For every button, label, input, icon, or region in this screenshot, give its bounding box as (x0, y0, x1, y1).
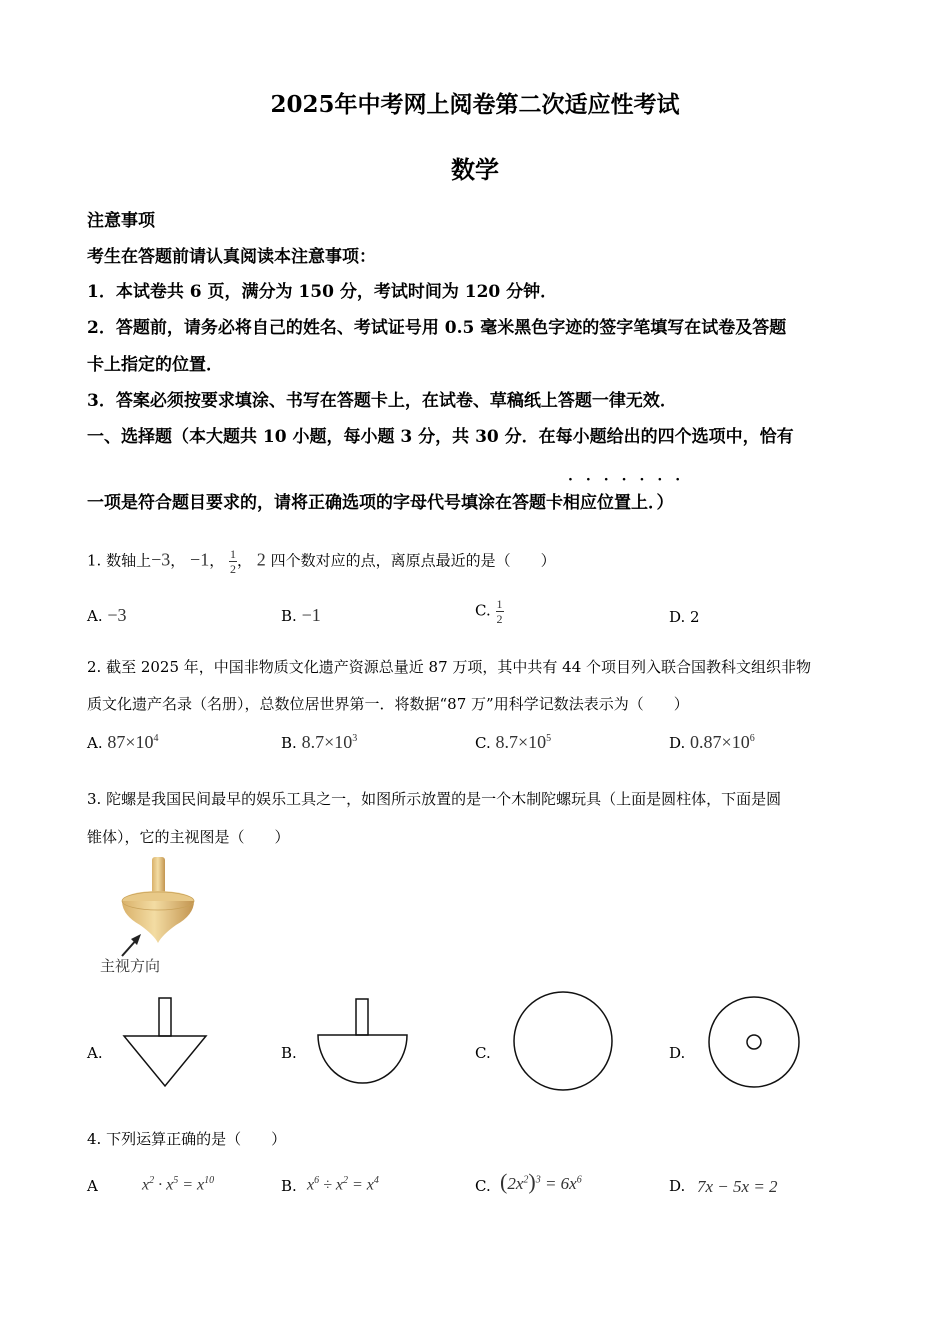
q3-option-b-figure[interactable] (313, 995, 413, 1090)
q3-option-a-figure[interactable] (120, 995, 210, 1090)
notes-item-2-line-1: 2．答题前，请务必将自己的姓名、考试证号用 0.5 毫米黑色字迹的签字笔填写在试卷及答题 (87, 318, 787, 338)
q1-option-c[interactable]: C. $\frac{1}{2}$ (475, 597, 503, 626)
exam-title: 2025年中考网上阅卷第二次适应性考试 (270, 91, 680, 118)
q4-option-d-expression[interactable]: 7x − 5x = 2 (697, 1177, 778, 1196)
q1-option-b[interactable]: B. −1 (281, 605, 321, 625)
notes-item-2-line-2: 卡上指定的位置． (87, 355, 223, 375)
q3-option-c-figure[interactable] (510, 988, 616, 1094)
q2-option-b[interactable]: B. $8.7\times 10^3$ (281, 732, 358, 752)
q2-option-a[interactable]: A. $87\times 10^4$ (87, 732, 159, 752)
notes-heading: 注意事项 (87, 211, 155, 231)
fraction-one-half: $\frac{1}{2}$ (230, 547, 236, 576)
q4-option-b-expression[interactable]: $x^6 \div x^2 = x^4$ (307, 1175, 379, 1194)
question-2-line-1: 2. 截至 2025 年，中国非物质文化遗产资源总量近 87 万项，其中共有 44 个项目列入联合国教科文组织非物 (87, 658, 812, 676)
notes-item-1: 1．本试卷共 6 页，满分为 150 分，考试时间为 120 分钟． (87, 282, 558, 302)
q3-option-d-label[interactable]: D. (669, 1044, 686, 1062)
q3-option-a-label[interactable]: A. (87, 1044, 103, 1062)
question-1-stem: 1. 数轴上−3， −1， $\frac{1}{2}$ ， 2 四个数对应的点，离原点最近的是（ ） (87, 547, 556, 576)
question-4-stem: 4. 下列运算正确的是（ ） (87, 1130, 287, 1148)
question-3-line-1: 3. 陀螺是我国民间最早的娱乐工具之一，如图所示放置的是一个木制陀螺玩具（上面是圆柱体，下面是圆 (87, 790, 782, 808)
question-2-line-2: 质文化遗产名录（名册），总数位居世界第一．将数据“87 万”用科学记数法表示为（ ） (87, 695, 689, 713)
q4-option-d-label[interactable]: D. (669, 1177, 686, 1195)
q4-option-c-expression[interactable]: $(2x^2)^3 = 6x^6$ (500, 1169, 582, 1194)
section-1-line-1: 一、选择题（本大题共 10 小题，每小题 3 分，共 30 分．在每小题给出的四个选项中，恰有 (87, 427, 794, 447)
notes-intro: 考生在答题前请认真阅读本注意事项： (87, 247, 376, 267)
q1-option-d[interactable]: D. 2 (669, 608, 700, 626)
q1-option-a[interactable]: A. −3 (87, 605, 127, 625)
q4-option-a-label[interactable]: A (87, 1177, 98, 1195)
q3-option-d-figure[interactable] (704, 995, 804, 1090)
q4-option-c-label[interactable]: C. (475, 1177, 491, 1195)
question-3-line-2: 锥体），它的主视图是（ ） (87, 828, 290, 846)
section-1-line-2: 一项是符合题目要求的，请将正确选项的字母代号填涂在答题卡相应位置上．） (87, 493, 674, 513)
q2-option-c[interactable]: C. $8.7\times 10^5$ (475, 732, 552, 752)
q3-option-c-label[interactable]: C. (475, 1044, 491, 1062)
q4-option-a-expression[interactable]: $x^2 \cdot x^5 = x^{10}$ (142, 1175, 215, 1194)
q2-option-d[interactable]: D. $0.87\times 10^6$ (669, 732, 755, 752)
q4-option-b-label[interactable]: B. (281, 1177, 297, 1195)
q3-option-b-label[interactable]: B. (281, 1044, 297, 1062)
view-direction-caption: 主视方向 (100, 957, 161, 975)
notes-item-3: 3．答案必须按要求填涂、书写在答题卡上，在试卷、草稿纸上答题一律无效． (87, 391, 677, 411)
subject-title: 数学 (451, 155, 499, 184)
emphasis-dots: ······· (568, 472, 694, 488)
